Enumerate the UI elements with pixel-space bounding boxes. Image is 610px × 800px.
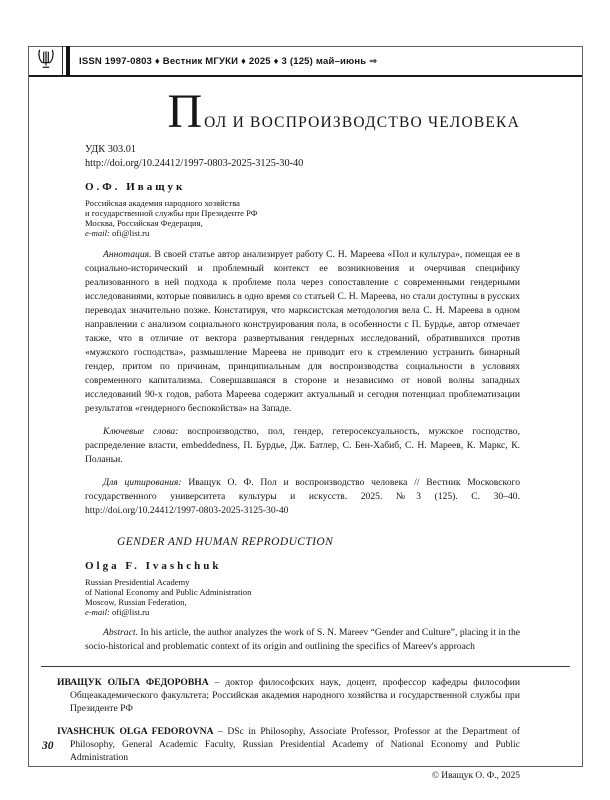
bio-name-en: IVASHCHUK OLGA FEDOROVNA xyxy=(57,725,214,737)
keywords-text-ru: воспроизводство, пол, гендер, гетеросексуальность, мужское господство, распределение власти, embeddedness, П. Бурдье, Дж. Батлер, С. Бен-Хабиб, С. Н. Мареев, К. Маркс, К. Поланьи. xyxy=(85,426,521,465)
affiliation-line: of National Economy and Public Administration xyxy=(85,587,252,597)
citation-ru xyxy=(85,476,520,518)
abstract-label-ru: Аннотация. xyxy=(103,249,152,260)
header-divider-bar xyxy=(66,46,70,76)
issn-journal-line: ISSN 1997-0803 ♦ Вестник МГУКИ ♦ 2025 ♦ 3 (125) май–июнь ⇒ xyxy=(79,55,378,67)
author-bio-ru xyxy=(57,676,520,716)
copyright-line: © Иващук О. Ф., 2025 xyxy=(431,771,520,782)
author-bio-en xyxy=(57,725,520,765)
author-email-en xyxy=(85,607,520,617)
email-label: e-mail: xyxy=(85,607,110,617)
journal-header xyxy=(29,47,582,77)
author-name-ru: О.Ф. Иващук xyxy=(85,181,186,193)
email-address: ofi@list.ru xyxy=(111,607,150,617)
journal-logo-box xyxy=(29,46,63,76)
title-text: ОЛ И ВОСПРОИЗВОДСТВО ЧЕЛОВЕКА xyxy=(204,114,520,131)
article-title-en: GENDER AND HUMAN REPRODUCTION xyxy=(117,536,334,548)
article-meta xyxy=(85,143,520,171)
bio-text-ru: – доктор философских наук, доцент, профессор кафедры философии Общеакадемического факультета; Российская академия народного хозяйства и государственной службы при Президенте РФ xyxy=(70,677,520,715)
udc-code: УДК 303.01 xyxy=(85,144,137,155)
abstract-text-en: In his article, the author analyzes the work of S. N. Mareev “Gender and Culture”, placing it in the socio-historical and problematic context of its origin and outlining the specifics of Mareev's approach xyxy=(85,627,521,652)
page-number: 30 xyxy=(42,740,54,752)
citation-text-ru: Иващук О. Ф. Пол и воспроизводство человека // Вестник Московского государственного университета культуры и искусств. 2025. №3 (125). С. 30–40. http://doi.org/10.24412/1997-0803-2025-3125-30-40 xyxy=(85,477,521,516)
article-title xyxy=(85,85,520,138)
doi-link: http://doi.org/10.24412/1997-0803-2025-3125-30-40 xyxy=(85,158,304,169)
citation-label-ru: Для цитирования: xyxy=(103,477,182,488)
bio-separator-rule xyxy=(41,666,570,667)
affiliation-line: Moscow, Russian Federation, xyxy=(85,597,187,607)
author-email-ru xyxy=(85,228,520,238)
affiliation-line: и государственной службы при Президенте РФ xyxy=(85,208,258,218)
abstract-ru xyxy=(85,248,520,416)
abstract-label-en: Abstract. xyxy=(103,627,138,638)
affiliation-line: Russian Presidential Academy xyxy=(85,577,190,587)
author-block-en xyxy=(85,560,520,617)
abstract-en xyxy=(85,626,520,654)
email-address: ofi@list.ru xyxy=(111,228,150,238)
keywords-label-ru: Ключевые слова: xyxy=(103,426,179,437)
author-block-ru xyxy=(85,181,520,238)
author-name-en: Olga F. Ivashchuk xyxy=(85,560,222,572)
page-frame xyxy=(28,46,583,782)
affiliation-line: Российская академия народного хозяйства xyxy=(85,198,241,208)
keywords-ru xyxy=(85,425,520,467)
bio-text-en: – DSc in Philosophy, Associate Professor, Professor at the Department of Philosophy, General Academic Faculty, Russian Presidential Academy of National Economy and Public Administration xyxy=(70,725,520,764)
lyre-icon xyxy=(35,48,57,75)
bio-name-ru: ИВАЩУК ОЛЬГА ФЕДОРОВНА xyxy=(57,677,209,688)
email-label: e-mail: xyxy=(85,228,110,238)
title-dropcap: П xyxy=(167,85,203,138)
abstract-text-ru: В своей статье автор анализирует работу С. Н. Мареева «Пол и культура», помещая ее в социально-исторический и проблемный контекст ее возникновения и очерчивая специфику реализованного в ней подхода к проблеме пола через сопоставление с современными гендерными исследованиями, которые появились в одно время со статьей С. Н. Мареева, но стали доступны в русских переводах значительно позже. Констатируя, что марксистская методология вела С. Н. Мареева в одном направлении с анализом социального конструирования пола, в особенности с П. Бурдье, автор отмечает также, что в отличие от вектора развертывания гендерных исследований, обратившихся против «мужского господства», размышление Мареева не приводит его к стремлению устранить бинарный гендер, притом по причинам, принципиальным для воспроизводства социальности в условиях современного капитализма. Совершавшаяся в стороне и независимо от новой волны западных исследований 90-х годов, работа Мареева содержит актуальный и сегодня потенциал проблематизации результатов «гендерного беспокойства» на Западе. xyxy=(85,249,520,414)
affiliation-line: Москва, Российская Федерация, xyxy=(85,218,203,228)
